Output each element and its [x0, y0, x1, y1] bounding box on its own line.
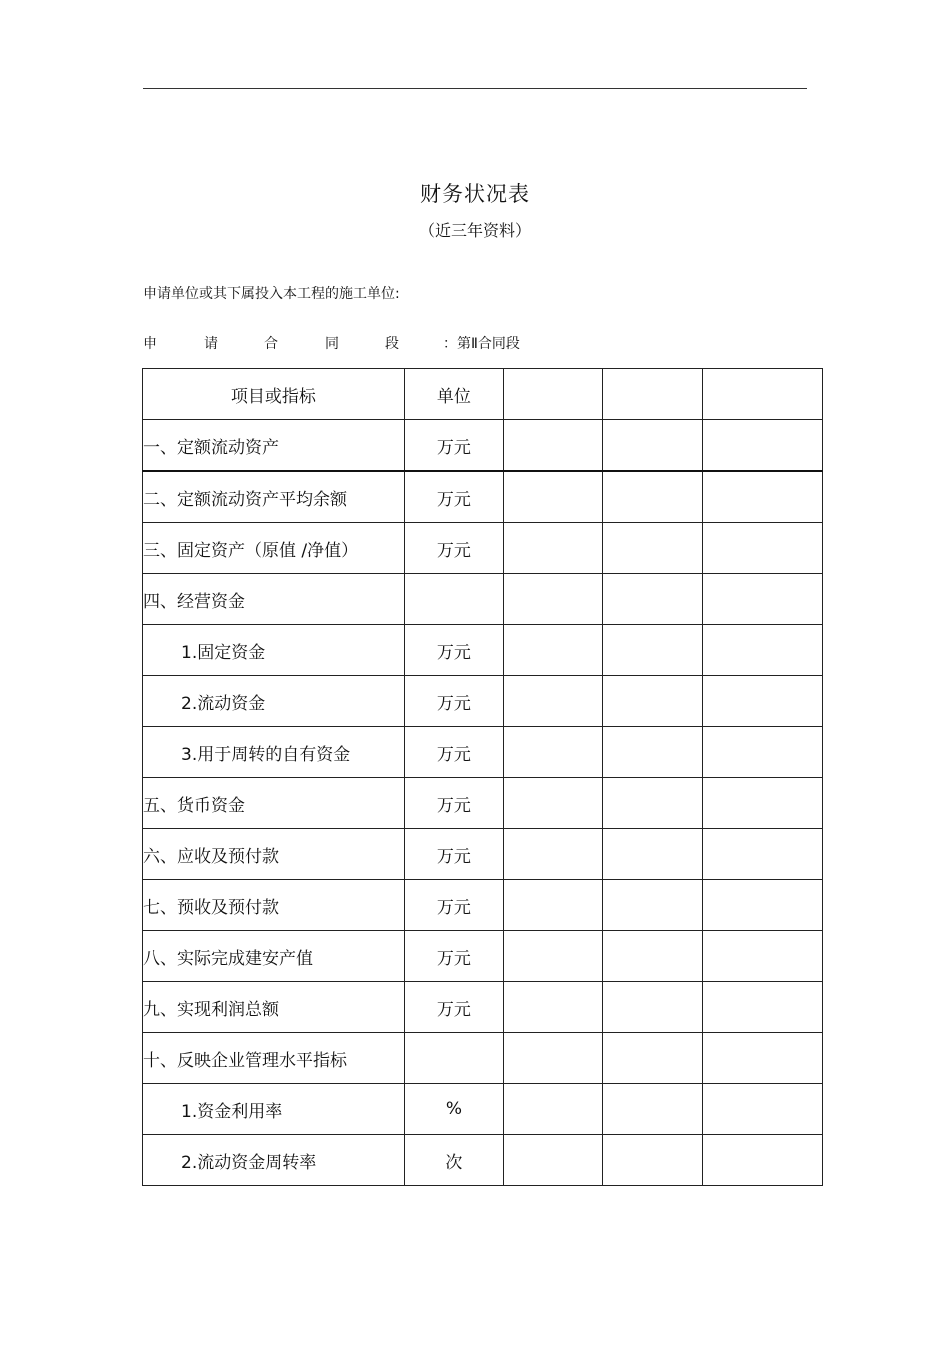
value-cell[interactable] — [504, 1084, 603, 1135]
table-row — [143, 727, 823, 778]
value-cell[interactable] — [504, 471, 603, 523]
value-cell[interactable] — [702, 523, 822, 574]
value-cell[interactable] — [504, 676, 603, 727]
page-subtitle: （近三年资料） — [418, 221, 531, 240]
row-unit: 万元 — [404, 676, 503, 727]
applicant-unit-label: 申请单位或其下属投入本工程的施工单位: — [143, 286, 400, 302]
value-cell[interactable] — [603, 778, 702, 829]
value-cell[interactable] — [603, 625, 702, 676]
row-item: 七、预收及预付款 — [143, 880, 405, 931]
row-item: 四、经营资金 — [143, 574, 405, 625]
table-row — [143, 1033, 823, 1084]
table-row — [143, 625, 823, 676]
row-unit — [404, 574, 503, 625]
row-unit: 万元 — [404, 420, 503, 472]
table-row — [143, 523, 823, 574]
table-row — [143, 931, 823, 982]
table-row — [143, 880, 823, 931]
value-cell[interactable] — [702, 931, 822, 982]
value-cell[interactable] — [603, 982, 702, 1033]
value-cell[interactable] — [702, 625, 822, 676]
value-cell[interactable] — [603, 420, 702, 472]
value-cell[interactable] — [504, 778, 603, 829]
table-header-row — [143, 369, 823, 420]
value-cell[interactable] — [504, 625, 603, 676]
value-cell[interactable] — [702, 420, 822, 472]
section-char: 段 — [385, 336, 399, 352]
row-item: 1.固定资金 — [143, 625, 405, 676]
page-title: 财务状况表 — [420, 182, 530, 206]
value-cell[interactable] — [504, 1033, 603, 1084]
row-unit: 万元 — [404, 982, 503, 1033]
value-cell[interactable] — [504, 982, 603, 1033]
value-cell[interactable] — [504, 880, 603, 931]
financial-status-table — [142, 368, 823, 1186]
row-unit: 万元 — [404, 471, 503, 523]
header-unit: 单位 — [404, 369, 503, 420]
row-item: 五、货币资金 — [143, 778, 405, 829]
row-item: 九、实现利润总额 — [143, 982, 405, 1033]
table-row — [143, 471, 823, 523]
row-item: 八、实际完成建安产值 — [143, 931, 405, 982]
row-item: 三、固定资产（原值 /净值） — [143, 523, 405, 574]
value-cell[interactable] — [702, 880, 822, 931]
table-row — [143, 1084, 823, 1135]
value-cell[interactable] — [702, 471, 822, 523]
value-cell[interactable] — [603, 676, 702, 727]
table-row — [143, 778, 823, 829]
row-item: 二、定额流动资产平均余额 — [143, 471, 405, 523]
value-cell[interactable] — [603, 727, 702, 778]
value-cell[interactable] — [702, 727, 822, 778]
value-cell[interactable] — [702, 1135, 822, 1186]
value-cell[interactable] — [702, 574, 822, 625]
row-item: 六、应收及预付款 — [143, 829, 405, 880]
value-cell[interactable] — [702, 676, 822, 727]
header-rule — [143, 88, 807, 89]
section-value: ：第Ⅱ合同段 — [443, 336, 520, 352]
value-cell[interactable] — [702, 982, 822, 1033]
row-unit: 万元 — [404, 829, 503, 880]
row-unit: 万元 — [404, 931, 503, 982]
row-item: 十、反映企业管理水平指标 — [143, 1033, 405, 1084]
header-year-1[interactable] — [504, 369, 603, 420]
row-item: 1.资金利用率 — [143, 1084, 405, 1135]
row-unit: 万元 — [404, 778, 503, 829]
value-cell[interactable] — [504, 829, 603, 880]
value-cell[interactable] — [603, 829, 702, 880]
value-cell[interactable] — [504, 523, 603, 574]
value-cell[interactable] — [504, 574, 603, 625]
row-item: 3.用于周转的自有资金 — [143, 727, 405, 778]
row-unit — [404, 1033, 503, 1084]
value-cell[interactable] — [603, 1033, 702, 1084]
table-row — [143, 420, 823, 472]
row-unit: 万元 — [404, 880, 503, 931]
value-cell[interactable] — [603, 880, 702, 931]
value-cell[interactable] — [603, 931, 702, 982]
row-unit: 万元 — [404, 523, 503, 574]
value-cell[interactable] — [603, 1135, 702, 1186]
value-cell[interactable] — [702, 829, 822, 880]
header-year-2[interactable] — [603, 369, 702, 420]
value-cell[interactable] — [504, 931, 603, 982]
section-char: 申 — [143, 336, 157, 352]
value-cell[interactable] — [702, 1084, 822, 1135]
contract-section-line — [143, 333, 563, 353]
value-cell[interactable] — [702, 1033, 822, 1084]
row-unit: 万元 — [404, 625, 503, 676]
value-cell[interactable] — [603, 1084, 702, 1135]
row-unit: 万元 — [404, 727, 503, 778]
value-cell[interactable] — [504, 420, 603, 472]
table-row — [143, 1135, 823, 1186]
value-cell[interactable] — [603, 471, 702, 523]
row-unit: 次 — [404, 1135, 503, 1186]
header-item: 项目或指标 — [143, 369, 405, 420]
section-char: 合 — [264, 336, 278, 352]
table-row — [143, 982, 823, 1033]
header-year-3[interactable] — [702, 369, 822, 420]
section-char: 请 — [204, 336, 218, 352]
row-item: 2.流动资金 — [143, 676, 405, 727]
section-char: 同 — [325, 336, 339, 352]
value-cell[interactable] — [603, 574, 702, 625]
row-unit: % — [404, 1084, 503, 1135]
value-cell[interactable] — [702, 778, 822, 829]
table-row — [143, 574, 823, 625]
table-row — [143, 829, 823, 880]
row-item: 2.流动资金周转率 — [143, 1135, 405, 1186]
value-cell[interactable] — [603, 523, 702, 574]
value-cell[interactable] — [504, 1135, 603, 1186]
table-row — [143, 676, 823, 727]
row-item: 一、定额流动资产 — [143, 420, 405, 472]
value-cell[interactable] — [504, 727, 603, 778]
